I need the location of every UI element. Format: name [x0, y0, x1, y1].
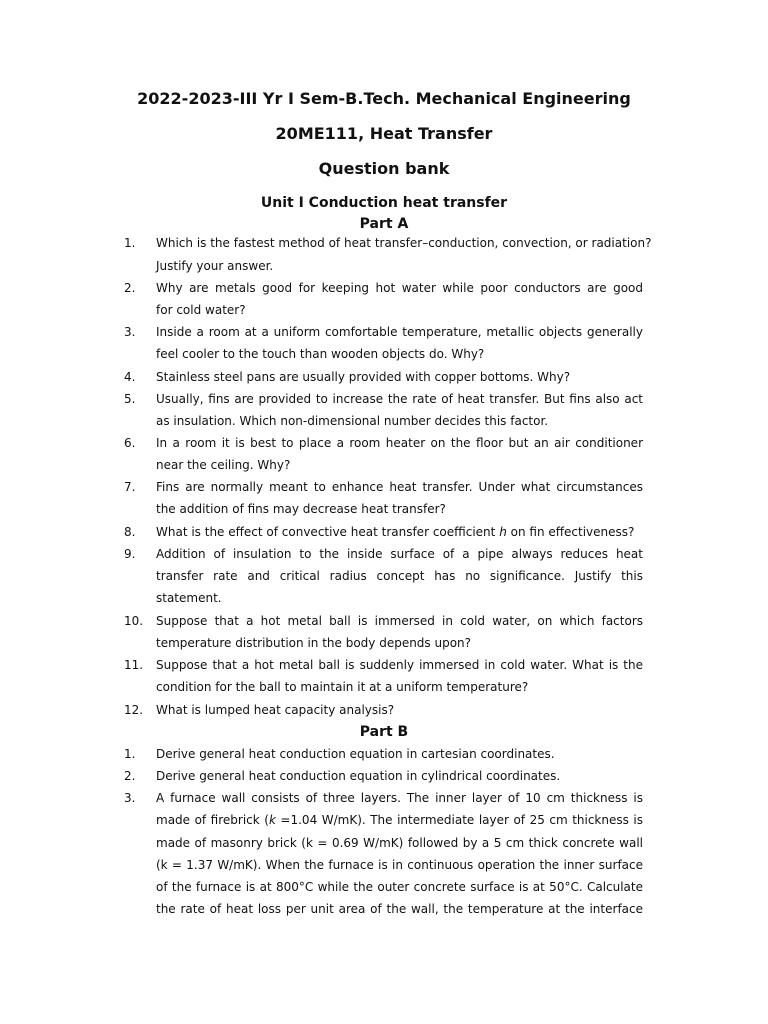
question-text-line: Which is the fastest method of heat transfer–conduction, convection, or radiation?: [156, 236, 652, 250]
question-text-line: What is the effect of convective heat transfer coefficient h on fin effectiveness?: [156, 525, 635, 539]
question-text-line: made of firebrick (k =1.04 W/mK). The intermediate layer of 25 cm thickness is: [156, 813, 643, 827]
course-line: 2022-2023-III Yr I Sem-B.Tech. Mechanical Engineering: [137, 89, 631, 108]
symbol-k: k: [268, 813, 276, 827]
question-number: 1.: [124, 747, 136, 761]
question-number: 12.: [124, 703, 144, 717]
question-text-line: transfer rate and critical radius concept has no significance. Justify this: [156, 569, 643, 583]
question-text-line: the addition of fins may decrease heat transfer?: [156, 502, 446, 516]
question-number: 1.: [124, 236, 136, 250]
question-number: 2.: [124, 769, 136, 783]
question-text-line: (k = 1.37 W/mK). When the furnace is in continuous operation the inner surface: [156, 858, 643, 872]
question-number: 3.: [124, 791, 136, 805]
question-text-line: Fins are normally meant to enhance heat transfer. Under what circumstances: [156, 480, 643, 494]
question-text-line: In a room it is best to place a room heater on the floor but an air conditioner: [156, 436, 643, 450]
question-text-line: Suppose that a hot metal ball is immersed in cold water, on which factors: [156, 614, 643, 628]
question-text-line: Addition of insulation to the inside surface of a pipe always reduces heat: [156, 547, 643, 561]
question-text-line: Justify your answer.: [156, 259, 274, 273]
question-number: 5.: [124, 392, 136, 406]
question-text-line: Why are metals good for keeping hot water while poor conductors are good: [156, 281, 643, 295]
question-text-line: Derive general heat conduction equation in cylindrical coordinates.: [156, 769, 561, 783]
question-number: 7.: [124, 480, 136, 494]
question-text-line: Derive general heat conduction equation in cartesian coordinates.: [156, 747, 555, 761]
question-text-line: near the ceiling. Why?: [156, 458, 291, 472]
question-text-line: Suppose that a hot metal ball is suddenly immersed in cold water. What is the: [156, 658, 643, 672]
document-title: Question bank: [318, 159, 450, 178]
question-number: 6.: [124, 436, 136, 450]
question-text-line: temperature distribution in the body depends upon?: [156, 636, 472, 650]
question-number: 9.: [124, 547, 136, 561]
question-text-line: feel cooler to the touch than wooden objects do. Why?: [156, 347, 485, 361]
question-text-line: Stainless steel pans are usually provided with copper bottoms. Why?: [156, 370, 571, 384]
part-a-heading: Part A: [359, 216, 409, 232]
question-text-line: of the furnace is at 800°C while the outer concrete surface is at 50°C. Calculate: [156, 880, 643, 894]
question-text-line: Inside a room at a uniform comfortable temperature, metallic objects generally: [156, 325, 643, 339]
question-number: 11.: [124, 658, 144, 672]
question-text-line: What is lumped heat capacity analysis?: [156, 703, 395, 717]
question-text-line: made of masonry brick (k = 0.69 W/mK) followed by a 5 cm thick concrete wall: [156, 836, 643, 850]
question-number: 2.: [124, 281, 136, 295]
question-number: 4.: [124, 370, 136, 384]
question-text-line: as insulation. Which non-dimensional number decides this factor.: [156, 414, 549, 428]
question-text-line: for cold water?: [156, 303, 246, 317]
unit-title: Unit I Conduction heat transfer: [260, 195, 508, 211]
symbol-h: h: [499, 525, 507, 539]
question-text-line: A furnace wall consists of three layers. The inner layer of 10 cm thickness is: [156, 791, 643, 805]
question-number: 8.: [124, 525, 136, 539]
question-text-line: statement.: [156, 591, 222, 605]
question-number: 10.: [124, 614, 144, 628]
question-text-line: condition for the ball to maintain it at a uniform temperature?: [156, 680, 529, 694]
question-number: 3.: [124, 325, 136, 339]
part-b-heading: Part B: [359, 724, 409, 740]
question-text-line: Usually, fins are provided to increase the rate of heat transfer. But fins also act: [156, 392, 643, 406]
question-text-line: the rate of heat loss per unit area of the wall, the temperature at the interface: [156, 902, 643, 916]
course-code: 20ME111, Heat Transfer: [275, 124, 493, 143]
